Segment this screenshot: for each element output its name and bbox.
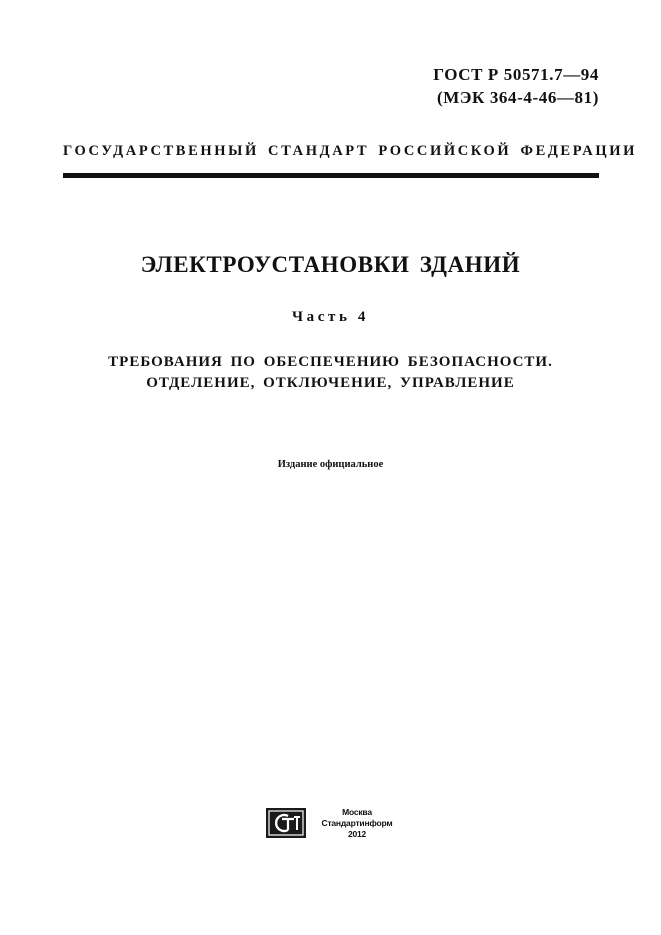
iec-reference: (МЭК 364-4-46—81)	[437, 88, 599, 107]
publisher-city: Москва	[342, 807, 372, 817]
standard-number: ГОСТ Р 50571.7—94	[433, 65, 599, 84]
edition-note: Издание официальное	[277, 459, 384, 470]
header-rule	[63, 173, 599, 178]
publisher-name: Стандартинформ	[321, 818, 393, 828]
document-title: ЭЛЕКТРОУСТАНОВКИ ЗДАНИЙ	[140, 252, 521, 277]
standard-designation	[433, 63, 599, 109]
authority-header: ГОСУДАРСТВЕННЫЙ СТАНДАРТ РОССИЙСКОЙ ФЕДЕРАЦИИ	[63, 143, 638, 159]
publication-year: 2012	[347, 829, 367, 839]
subtitle-line-1: ТРЕБОВАНИЯ ПО ОБЕСПЕЧЕНИЮ БЕЗОПАСНОСТИ.	[108, 354, 553, 370]
part-number: Часть 4	[292, 309, 369, 325]
document-subtitle	[0, 352, 661, 394]
subtitle-line-2: ОТДЕЛЕНИЕ, ОТКЛЮЧЕНИЕ, УПРАВЛЕНИЕ	[146, 375, 515, 391]
publisher-block	[312, 807, 402, 840]
standartinform-logo-icon	[266, 808, 306, 838]
